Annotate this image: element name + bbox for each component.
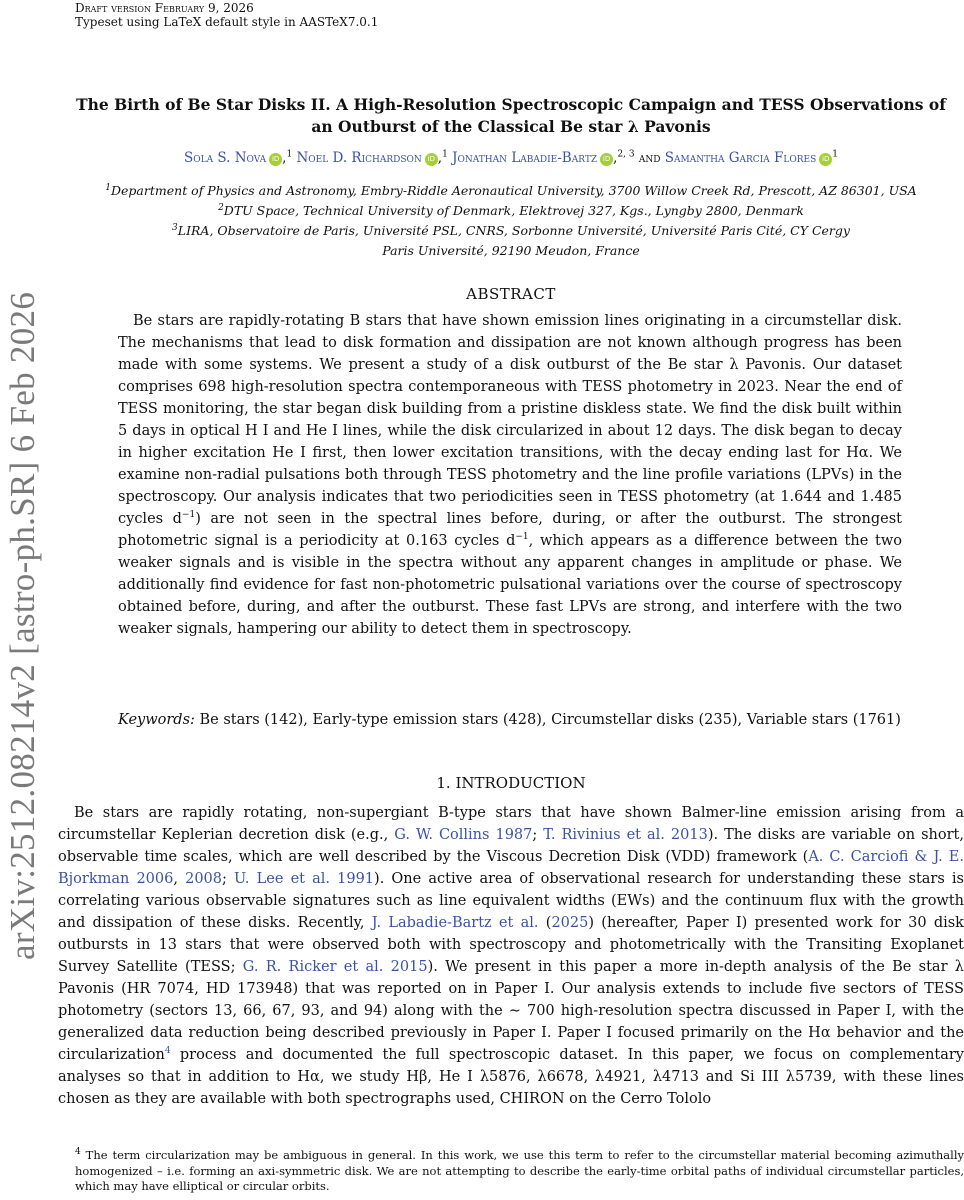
affiliation-2	[58, 201, 964, 221]
author-name[interactable]: Jonathan Labadie-Bartz	[452, 150, 598, 166]
affiliation-text: DTU Space, Technical University of Denmark, Elektrovej 327, Kgs., Lyngby 2800, Denmark	[223, 203, 804, 218]
text-run: ). One active area of observational research for understanding these stars is correlating various observable signatures such as line equivalent widths (EWs) and the continuum flux with the growth and dissipation of these disks. Recently,	[58, 871, 964, 931]
footnote	[75, 1148, 964, 1195]
orcid-icon[interactable]: iD	[819, 153, 832, 166]
title-line-1: The Birth of Be Star Disks II. A High-Resolution Spectroscopic Campaign and TESS Observations of	[76, 95, 946, 114]
text-run: Be stars are rapidly rotating, non-supergiant B-type stars that have shown Balmer-line emission arising from a circumstellar Keplerian decretion disk (e.g.,	[58, 805, 964, 843]
affiliation-1	[58, 181, 964, 201]
exponent: −1	[515, 532, 529, 543]
abstract-part-3: , which appears as a difference between the two weaker signals and is visible in the spectra without any apparent changes in amplitude or phase. We additionally find evidence for fast non-photometric pulsational variations over the course of spectroscopy obtained before, during, and after the outburst. These fast LPVs are strong, and interfere with the two weaker signals, hampering our ability to detect them in spectroscopy.	[118, 533, 902, 637]
citation-link[interactable]: G. W. Collins 1987	[394, 827, 533, 843]
citation-link[interactable]: J. Labadie-Bartz et al.	[371, 915, 539, 931]
affiliation-3-cont: Paris Université, 92190 Meudon, France	[382, 243, 640, 258]
author-affiliation: 2, 3	[617, 149, 635, 160]
affiliation-3	[58, 221, 964, 241]
text-run: ) (hereafter, Paper I) presented work for 30 disk outbursts in 13 stars that were observed both with spectroscopy and photometrically with the Transiting Exoplanet Survey Satellite (TESS;	[58, 915, 964, 975]
footnote-number: 4	[75, 1147, 81, 1158]
citation-link[interactable]: 2008	[185, 871, 223, 887]
text-run: process and documented the full spectroscopic dataset. In this paper, we focus on complementary analyses so that in addition to Hα, we study Hβ, He I λ5876, λ6678, λ4921, λ4713 and Si III λ5739, with these lines chosen as they are available with both spectrographs used, CHIRON on the Cerro Tololo	[58, 1047, 964, 1107]
author-conjunction: and	[638, 150, 661, 166]
orcid-icon[interactable]: iD	[269, 153, 282, 166]
abstract-text	[118, 310, 902, 640]
text-run: ;	[222, 871, 235, 887]
citation-link[interactable]: U. Lee et al. 1991	[234, 871, 375, 887]
keywords-text: Be stars (142), Early-type emission stars (428), Circumstellar disks (235), Variable stars (1761)	[199, 712, 901, 728]
paper-title	[58, 94, 964, 138]
typeset-note: Typeset using LaTeX default style in AASTeX7.0.1	[75, 15, 379, 29]
exponent: −1	[181, 510, 196, 521]
abstract-part-2: ) are not seen in the spectral lines before, during, or after the outburst. The strongest photometric signal is a periodicity at 0.163 cycles d	[118, 511, 903, 549]
citation-link[interactable]: T. Rivinius et al. 2013	[543, 827, 708, 843]
affiliation-text: LIRA, Observatoire de Paris, Université PSL, CNRS, Sorbonne Université, Université Paris Cité, CY Cergy	[177, 223, 850, 238]
affiliation-text: Department of Physics and Astronomy, Embry-Riddle Aeronautical University, 3700 Willow Creek Rd, Prescott, AZ 86301, USA	[111, 183, 917, 198]
text-run: ). The disks are variable on short, observable time scales, which are well described by the Viscous Decretion Disk (VDD) framework (	[58, 827, 964, 865]
citation-link[interactable]: G. R. Ricker et al. 2015	[242, 959, 428, 975]
text-run: ;	[532, 827, 544, 843]
title-line-2: an Outburst of the Classical Be star λ Pavonis	[311, 117, 711, 136]
affiliations	[58, 181, 964, 261]
footnote-text: The term circularization may be ambiguous in general. In this work, we use this term to refer to the circumstellar material becoming azimuthally homogenized – i.e. forming an axi-symmetric disk. We are not attempting to describe the early-time orbital paths of individual circumstellar particles, which may have elliptical or circular orbits.	[75, 1148, 964, 1193]
draft-version: Draft version February 9, 2026	[75, 1, 254, 15]
author-affiliation: 1	[442, 149, 448, 160]
author-affiliation: 1	[286, 149, 293, 160]
keywords	[118, 709, 902, 731]
affiliation-number: 3	[172, 222, 178, 233]
section-heading: 1. INTRODUCTION	[436, 774, 586, 792]
affiliation-number: 1	[105, 182, 112, 193]
affiliation-number: 2	[218, 202, 224, 213]
abstract-heading: ABSTRACT	[466, 285, 556, 303]
citation-link[interactable]: 2025	[551, 915, 589, 931]
orcid-icon[interactable]: iD	[600, 153, 613, 166]
abstract-part-1: Be stars are rapidly-rotating B stars that have shown emission lines originating in a circumstellar disk. The mechanisms that lead to disk formation and dissipation are not known although progress has been made with some systems. We present a study of a disk outburst of the Be star λ Pavonis. Our dataset comprises 698 high-resolution spectra contemporaneous with TESS photometry in 2023. Near the end of TESS monitoring, the star began disk building from a pristine diskless state. We find the disk built within 5 days in optical H I and He I lines, while the disk circularized in about 12 days. The disk began to decay in higher excitation He I first, then lower excitation transitions, with the decay ending last for Hα. We examine non-radial pulsations both through TESS photometry and the line profile variations (LPVs) in the spectroscopy. Our analysis indicates that two periodicities seen in TESS photometry (at 1.644 and 1.485 cycles d	[118, 313, 902, 527]
keywords-label: Keywords:	[118, 712, 195, 728]
citation-link[interactable]: A. C. Carciofi & J. E. Bjorkman 2006	[58, 849, 964, 887]
introduction-paragraph	[58, 802, 964, 1110]
text-run: ). We present in this paper a more in-depth analysis of the Be star λ Pavonis (HR 7074, HD 173948) that was reported on in Paper I. Our analysis extends to include five sectors of TESS photometry (sectors 13, 66, 67, 93, and 94) along with the ∼ 700 high-resolution spectra discussed in Paper I, with the generalized data reduction being described previously in Paper I. Paper I focused primarily on the Hα behavior and the circularization	[58, 959, 964, 1063]
author-affiliation: 1	[832, 149, 839, 160]
author-name[interactable]: Sola S. Nova	[183, 150, 267, 166]
footnote-marker[interactable]: 4	[164, 1046, 171, 1057]
arxiv-identifier: arXiv:2512.08214v2 [astro-ph.SR] 6 Feb 2026	[3, 291, 42, 960]
author-list: Sola S. Nova iD ,$^1$ Noel D. Richardson iD ,$^1$ Jonathan Labadie-Bartz iD ,$^{2, 3}$ and Samantha Garcia Flores iD $^1$	[183, 149, 839, 166]
text-run: ,	[173, 871, 186, 887]
text-run: (	[538, 915, 552, 931]
orcid-icon[interactable]: iD	[425, 153, 438, 166]
author-name[interactable]: Noel D. Richardson	[296, 150, 422, 166]
author-name[interactable]: Samantha Garcia Flores	[664, 150, 817, 166]
